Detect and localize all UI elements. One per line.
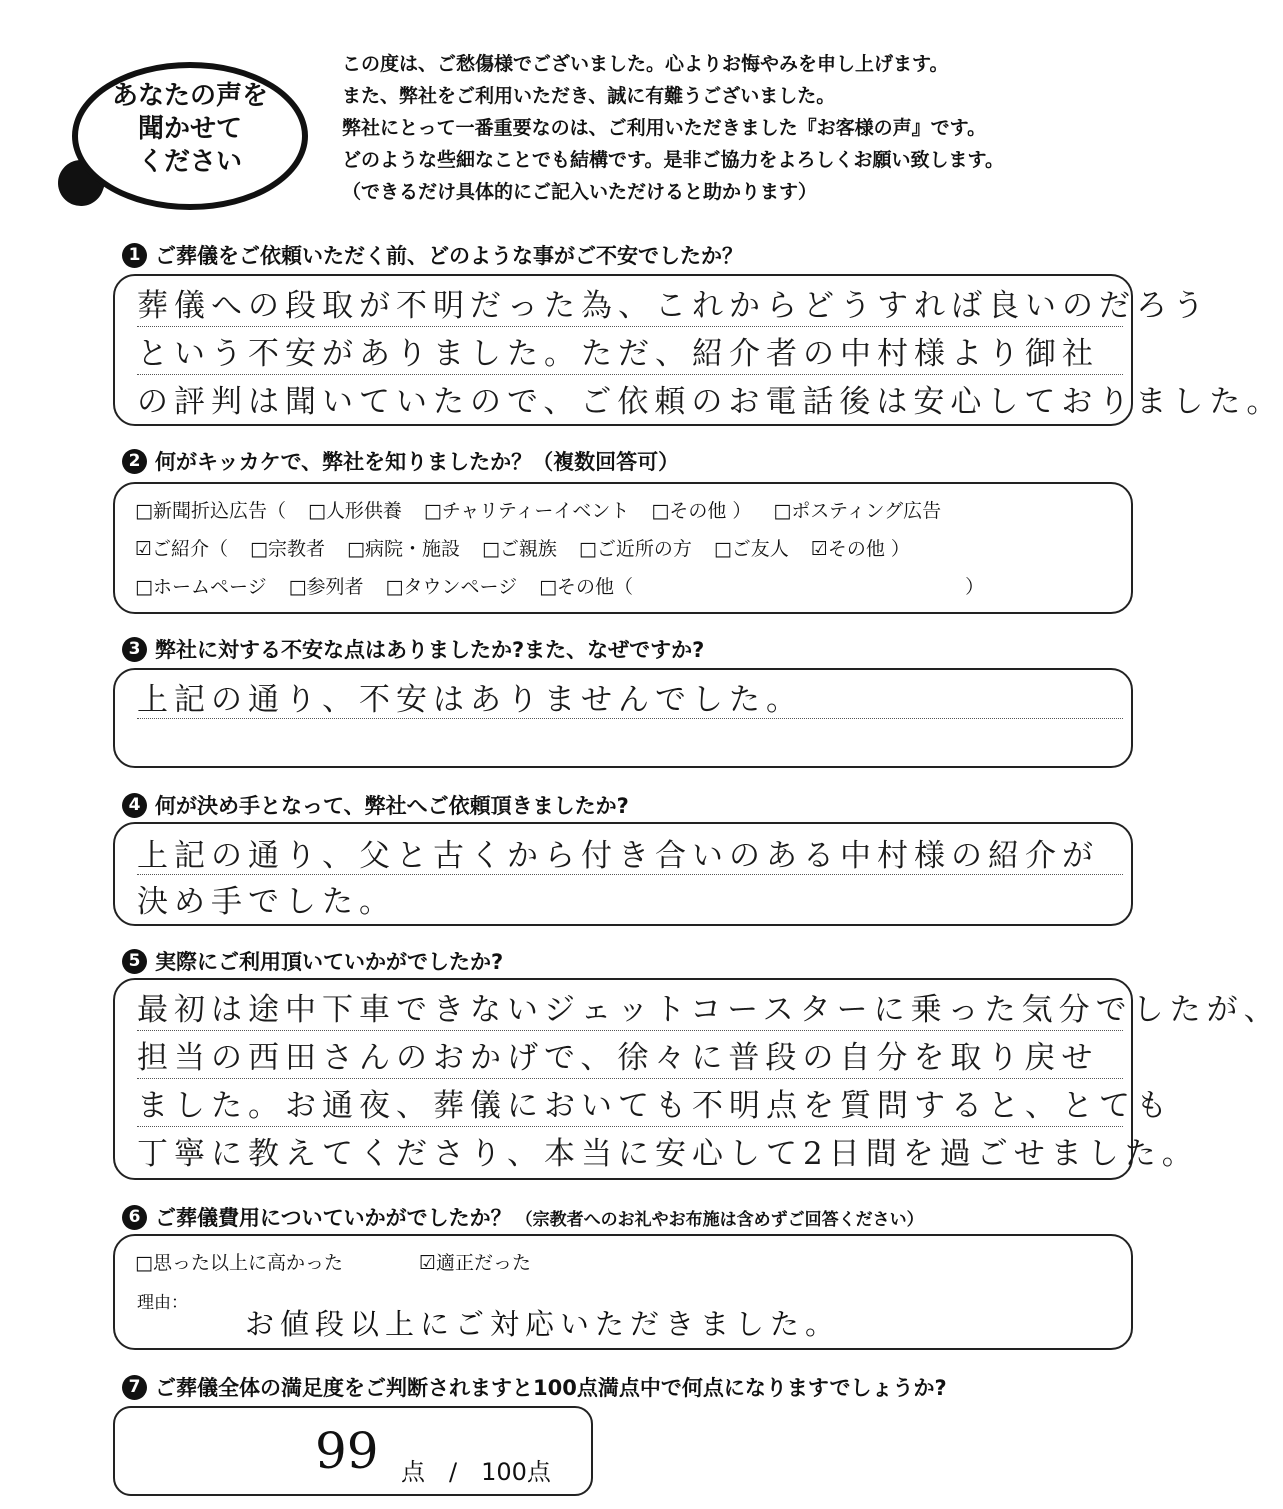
badge-line-3: ください (137, 147, 242, 177)
answer-line: という不安がありました。ただ、紹介者の中村様より御社 (137, 328, 1123, 375)
close-paren: ） (965, 576, 985, 598)
answer-line: 担当の西田さんのおかげで、徐々に普段の自分を取り戻せ (137, 1032, 1123, 1079)
question-5 (122, 946, 503, 976)
checkbox-relatives[interactable]: □ご親族 (481, 538, 557, 560)
score-box (113, 1406, 593, 1496)
answer-line: 丁寧に教えてくださり、本当に安心して2日間を過ごせました。 (137, 1136, 1199, 1172)
intro-line: （できるだけ具体的にご記入いただけると助かります） (342, 181, 818, 203)
answer-line: 上記の通り、不安はありませんでした。 (137, 674, 1123, 719)
question-number: 4 (122, 793, 147, 818)
checkbox-homepage[interactable]: □ホームページ (135, 576, 267, 598)
question-text: ご葬儀全体の満足度をご判断されますと100点満点中で何点になりますでしょうか? (155, 1376, 947, 1400)
answer-box-6 (113, 1234, 1133, 1350)
answer-line: ました。お通夜、葬儀においても不明点を質問すると、とても (137, 1080, 1123, 1127)
checkbox-charity-event[interactable]: □チャリティーイベント (423, 500, 630, 522)
checkbox-other-event[interactable]: □その他 ） (651, 500, 752, 522)
question-6 (122, 1202, 924, 1232)
intro-line: 弊社にとって一番重要なのは、ご利用いただきました『お客様の声』です。 (342, 117, 987, 139)
answer-box-2 (113, 482, 1133, 614)
question-number: 3 (122, 637, 147, 662)
reason-label: 理由： (137, 1293, 188, 1313)
question-number: 2 (122, 449, 147, 474)
question-text: ご葬儀費用についていかがでしたか？ (155, 1206, 512, 1230)
checkbox-neighbors[interactable]: □ご近所の方 (578, 538, 692, 560)
answer-line (137, 720, 1123, 762)
question-3 (122, 634, 704, 664)
answer-line: 上記の通り、父と古くから付き合いのある中村様の紹介が (137, 830, 1123, 875)
answer-box-5 (113, 978, 1281, 1180)
question-number: 1 (122, 243, 147, 268)
checkbox-posting-ad[interactable]: □ポスティング広告 (773, 500, 942, 522)
fee-options (135, 1248, 553, 1275)
checkbox-hospital[interactable]: □病院・施設 (347, 538, 460, 560)
checkbox-row-3 (135, 572, 1006, 599)
checkbox-other-referral[interactable]: ☑その他 ） (810, 538, 910, 560)
question-text: 何が決め手となって、弊社へご依頼頂きましたか? (155, 794, 629, 818)
question-text: 実際にご利用頂いていかがでしたか? (155, 950, 504, 974)
checkbox-doll-memorial[interactable]: □人形供養 (307, 500, 402, 522)
answer-box-1 (113, 274, 1283, 426)
answer-line: の評判は聞いていたので、ご依頼のお電話後は安心しておりました。 (137, 384, 1283, 420)
checkbox-other[interactable]: □その他（ (539, 576, 634, 598)
checkbox-referral[interactable]: ☑ご紹介（ (135, 538, 229, 560)
question-number: 5 (122, 949, 147, 974)
answer-line: 決め手でした。 (137, 884, 396, 920)
intro-line: どのような些細なことでも結構です。是非ご協力をよろしくお願い致します。 (342, 149, 1004, 171)
checkbox-row-1 (135, 496, 963, 523)
question-text: ご葬儀をご依頼いただく前、どのような事がご不安でしたか？ (155, 244, 743, 268)
checkbox-attendee[interactable]: □参列者 (288, 576, 364, 598)
question-number: 6 (122, 1205, 147, 1230)
checkbox-town-page[interactable]: □タウンページ (385, 576, 518, 598)
question-1 (122, 240, 743, 270)
checkbox-newspaper[interactable]: □新聞折込広告（ (135, 500, 286, 522)
reason-text: お値段以上にご対応いただきました。 (245, 1307, 841, 1341)
question-number: 7 (122, 1375, 147, 1400)
answer-box-3 (113, 668, 1133, 768)
intro-line: また、弊社をご利用いただき、誠に有難うございました。 (342, 85, 836, 107)
checkbox-friends[interactable]: □ご友人 (713, 538, 789, 560)
badge-line-2: 聞かせて (137, 114, 242, 144)
question-text: 何がキッカケで、弊社を知りましたか？（複数回答可） (155, 450, 680, 474)
question-7 (122, 1372, 947, 1402)
answer-line: 葬儀への段取が不明だった為、これからどうすれば良いのだろう (137, 280, 1123, 327)
badge-text (82, 80, 298, 179)
answer-box-4 (113, 822, 1133, 926)
question-text: 弊社に対する不安な点はありましたか?また、なぜですか? (155, 638, 705, 662)
question-note: （宗教者へのお礼やお布施は含めずご回答ください） (515, 1209, 924, 1230)
checkbox-row-2 (135, 534, 932, 561)
intro-text (342, 48, 1222, 208)
checkbox-reasonable[interactable]: ☑適正だった (419, 1252, 532, 1274)
intro-line: この度は、ご愁傷様でございました。心よりお悔やみを申し上げます。 (342, 53, 949, 75)
checkbox-too-expensive[interactable]: □思った以上に高かった (135, 1252, 343, 1274)
checkbox-religious[interactable]: □宗教者 (250, 538, 325, 560)
score-value: 99 (315, 1422, 379, 1480)
answer-line: 最初は途中下車できないジェットコースターに乗った気分でしたが、 (137, 984, 1123, 1031)
badge-line-1: あなたの声を (111, 81, 268, 111)
question-2 (122, 446, 679, 476)
question-4 (122, 790, 629, 820)
score-suffix: 点 / 100点 (401, 1458, 551, 1486)
